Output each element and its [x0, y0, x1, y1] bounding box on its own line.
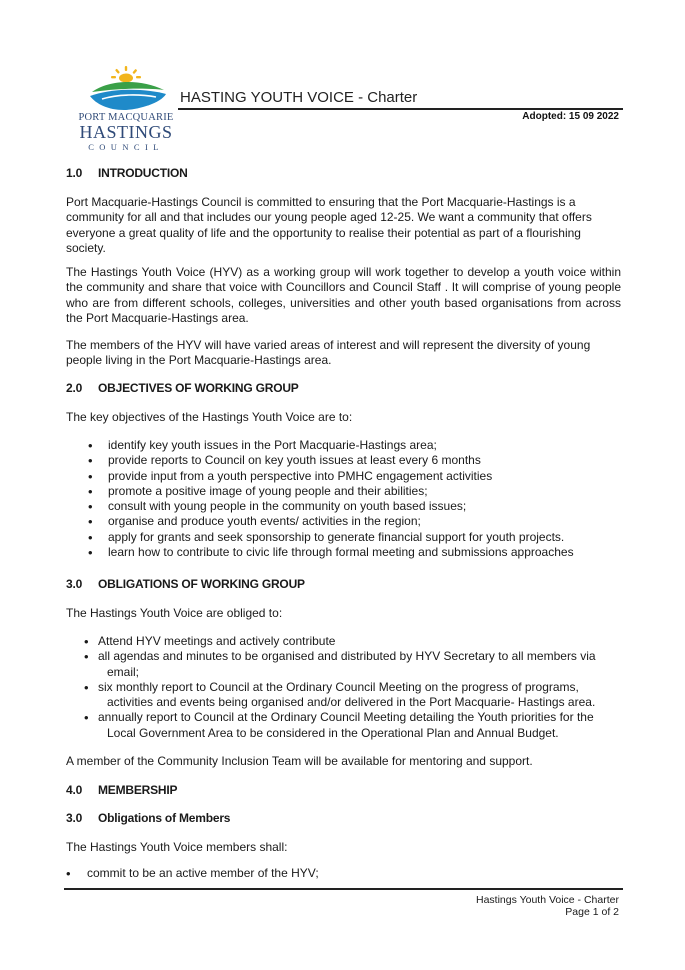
- document-title: HASTING YOUTH VOICE - Charter: [180, 89, 418, 106]
- section-title: INTRODUCTION: [98, 166, 188, 180]
- logo-text-line1: PORT MACQUARIE: [78, 112, 174, 123]
- objectives-lead: The key objectives of the Hastings Youth Voice are to:: [66, 410, 353, 424]
- adopted-date: Adopted: 15 09 2022: [522, 111, 619, 122]
- list-item: • learn how to contribute to civic life through formal meeting and submissions approaches: [88, 545, 608, 560]
- header-divider: [178, 108, 623, 110]
- member-obligations-lead: The Hastings Youth Voice members shall:: [66, 840, 288, 854]
- list-item-text: all agendas and minutes to be organised and distributed by HYV Secretary to all members via: [98, 649, 596, 664]
- list-item-continuation: email;: [107, 664, 140, 679]
- objectives-list: [88, 438, 608, 560]
- section-number: 2.0: [66, 381, 83, 395]
- section-title: MEMBERSHIP: [98, 783, 178, 797]
- list-item: • promote a positive image of young people and their abilities;: [88, 484, 608, 499]
- list-item-text: six monthly report to Council at the Ordinary Council Meeting on the progress of programs,: [98, 679, 579, 694]
- section-heading-objectives: [66, 381, 299, 395]
- list-item: • identify key youth issues in the Port Macquarie-Hastings area;: [88, 438, 608, 453]
- list-item: • apply for grants and seek sponsorship to generate financial support for youth projects.: [88, 530, 608, 545]
- section-heading-member-obligations: [66, 811, 230, 825]
- sun-landscape-icon: [78, 66, 178, 116]
- list-item: [84, 634, 618, 649]
- section-number: 3.0: [66, 577, 83, 591]
- list-item: [84, 649, 618, 680]
- section-title: Obligations of Members: [98, 811, 231, 825]
- list-item: [84, 680, 618, 711]
- list-item: • provide reports to Council on key youth issues at least every 6 months: [88, 453, 608, 468]
- list-item: • commit to be an active member of the HYV;: [66, 866, 606, 881]
- list-item: • consult with young people in the community on youth based issues;: [88, 499, 608, 514]
- logo-text-line3: COUNCIL: [88, 142, 164, 152]
- list-item-continuation: Local Government Area to be considered in the Operational Plan and Annual Budget.: [107, 725, 559, 740]
- section-number: 4.0: [66, 783, 83, 797]
- intro-paragraph-3: The members of the HYV will have varied areas of interest and will represent the diversity of young people living in the Port Macquarie-Hastings area.: [66, 338, 591, 368]
- section-number: 1.0: [66, 166, 83, 180]
- section-title: OBJECTIVES OF WORKING GROUP: [98, 381, 299, 395]
- section-heading-obligations: [66, 577, 305, 591]
- footer-divider: [64, 888, 623, 890]
- list-item-text: Attend HYV meetings and actively contribute: [98, 634, 336, 648]
- list-item: • organise and produce youth events/ activities in the region;: [88, 514, 608, 529]
- intro-paragraph-1: Port Macquarie-Hastings Council is committed to ensuring that the Port Macquarie-Hastings is a community for all and that includes our young people aged 12-25. We want a community that offers everyone a great quality of life and the opportunity to realise their potential as part of a flourishing society.: [66, 195, 592, 255]
- section-heading-introduction: [66, 166, 188, 180]
- list-item: • provide input from a youth perspective into PMHC engagement activities: [88, 469, 608, 484]
- section-title: OBLIGATIONS OF WORKING GROUP: [98, 577, 305, 591]
- section-number: 3.0: [66, 811, 83, 825]
- page-number: Page 1 of 2: [565, 906, 619, 918]
- list-item: [84, 710, 618, 741]
- section-heading-membership: [66, 783, 177, 797]
- mentoring-note: A member of the Community Inclusion Team will be available for mentoring and support.: [66, 754, 533, 768]
- footer-document-name: Hastings Youth Voice - Charter: [475, 894, 619, 906]
- member-obligations-list: [66, 866, 606, 881]
- logo-text-line2: HASTINGS: [79, 122, 173, 142]
- list-item-continuation: activities and events being organised and/or delivered in the Port Macquarie- Hastings area.: [107, 695, 596, 710]
- intro-paragraph-2: The Hastings Youth Voice (HYV) as a working group will work together to develop a youth voice within the community and share that voice with Councillors and Council Staff . It will comprise of young people who are from different schools, colleges, universities and other youth based organisations from across the Port Macquarie-Hastings area.: [66, 265, 621, 325]
- obligations-list: [84, 634, 618, 741]
- list-item-text: annually report to Council at the Ordinary Council Meeting detailing the Youth priorities for the: [98, 710, 594, 725]
- obligations-lead: The Hastings Youth Voice are obliged to:: [66, 606, 283, 620]
